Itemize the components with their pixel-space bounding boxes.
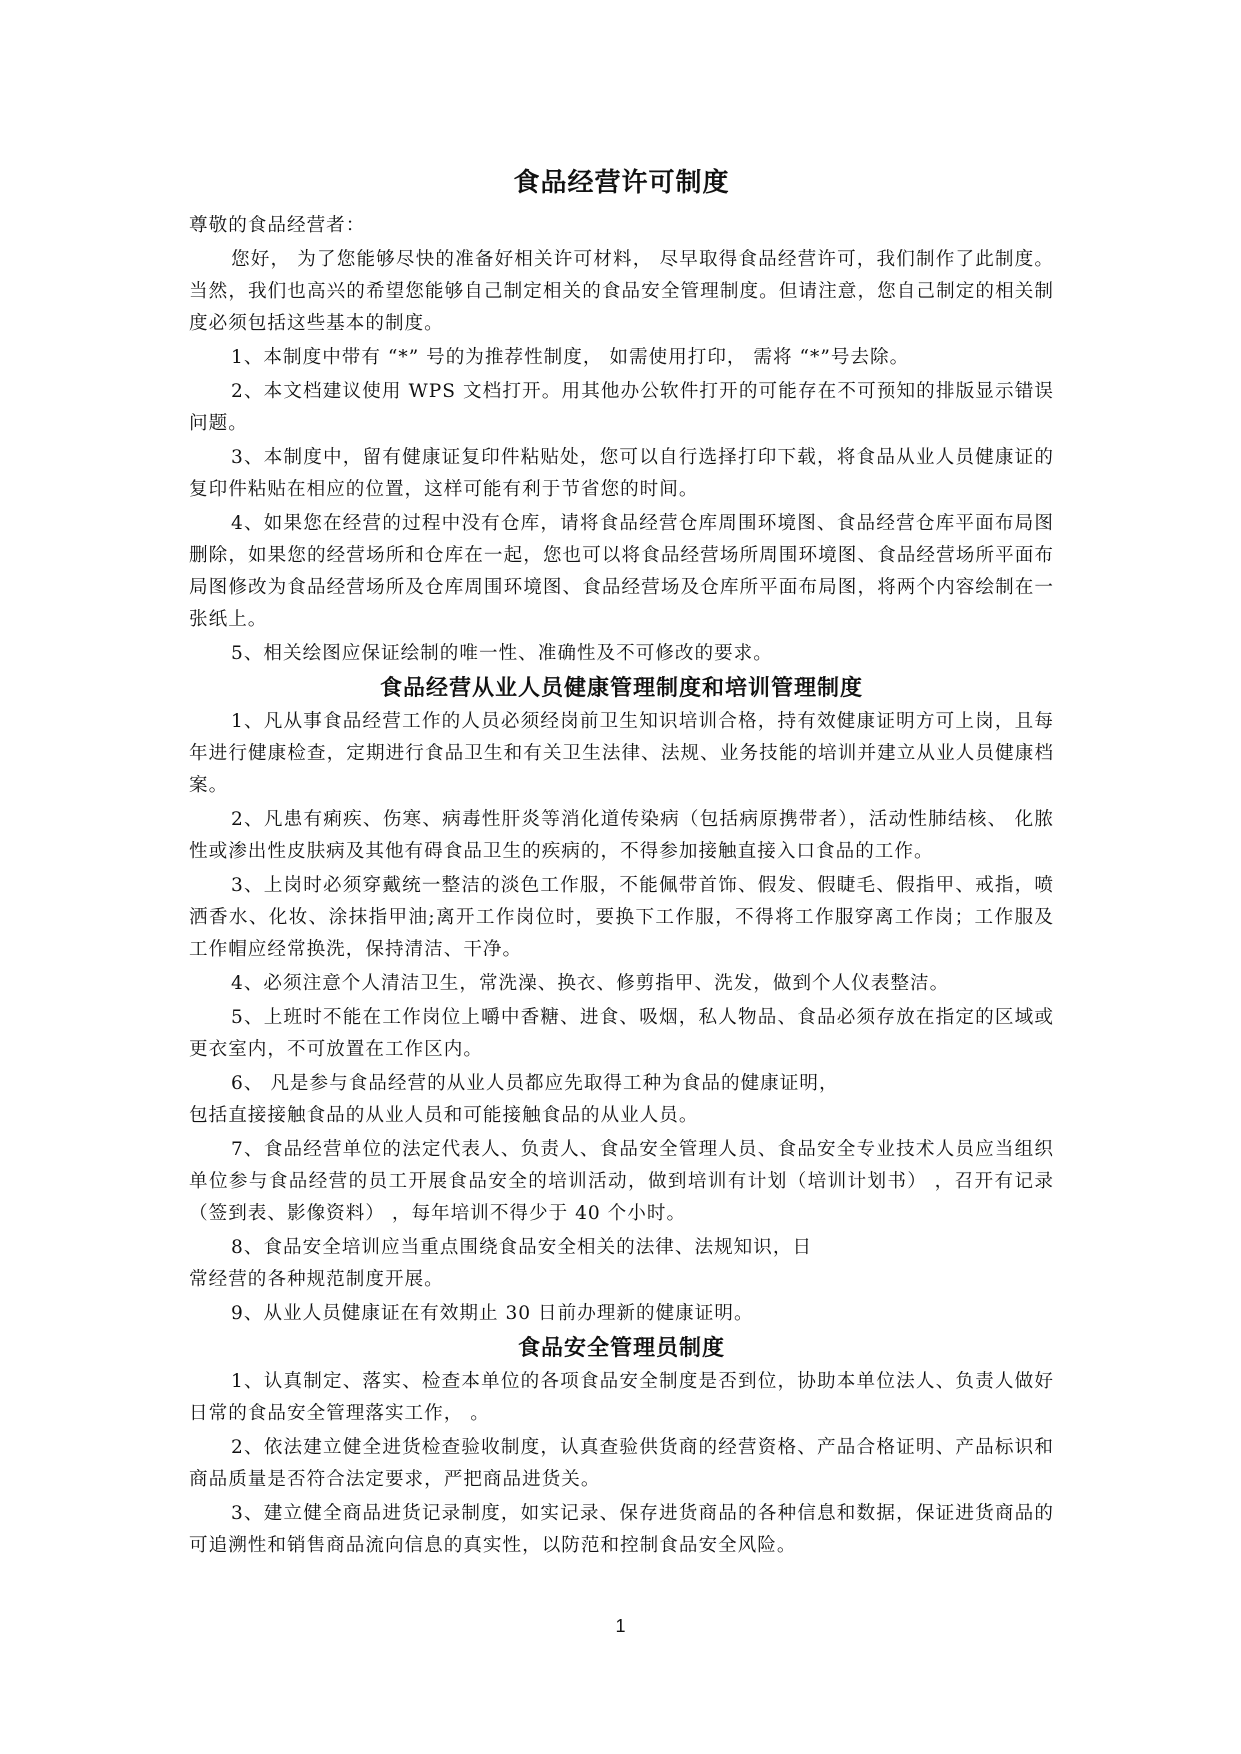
health-item-6-line-1: 6、 凡是参与食品经营的从业人员都应先取得工种为食品的健康证明，: [231, 1073, 839, 1094]
health-item-2: 2、凡患有痢疾、伤寒、病毒性肝炎等消化道传染病（包括病原携带者），活动性肺结核、 化脓性或渗出性皮肤病及其他有碍食品卫生的疾病的，不得参加接触直接入口食品的工作。: [189, 809, 1054, 862]
manager-item-1: 1、认真制定、落实、检查本单位的各项食品安全制度是否到位，协助本单位法人、负责人做好日常的食品安全管理落实工作， 。: [189, 1371, 1054, 1424]
health-item-4: 4、必须注意个人清洁卫生，常洗澡、换衣、修剪指甲、洗发，做到个人仪表整洁。: [231, 973, 950, 994]
health-item-8-line-2: 常经营的各种规范制度开展。: [189, 1269, 444, 1290]
health-item-6-line-2: 包括直接接触食品的从业人员和可能接触食品的从业人员。: [189, 1105, 699, 1126]
salutation: 尊敬的食品经营者：: [189, 215, 366, 236]
health-item-9: 9、从业人员健康证在有效期止 30 日前办理新的健康证明。: [231, 1303, 754, 1324]
health-item-5: 5、上班时不能在工作岗位上嚼中香糖、进食、吸烟，私人物品、食品必须存放在指定的区域或更衣室内，不可放置在工作区内。: [189, 1007, 1054, 1060]
health-item-1: 1、凡从事食品经营工作的人员必须经岗前卫生知识培训合格，持有效健康证明方可上岗，且每年进行健康检查，定期进行食品卫生和有关卫生法律、法规、业务技能的培训并建立从业人员健康档案。: [189, 711, 1054, 796]
manager-item-3: 3、建立健全商品进货记录制度，如实记录、保存进货商品的各种信息和数据，保证进货商品的可追溯性和销售商品流向信息的真实性，以防范和控制食品安全风险。: [189, 1503, 1054, 1556]
intro-paragraph: 您好， 为了您能够尽快的准备好相关许可材料， 尽早取得食品经营许可，我们制作了此制度。当然，我们也高兴的希望您能够自己制定相关的食品安全管理制度。但请注意，您自己制定的相关制度必须包括这些基本的制度。: [189, 249, 1054, 334]
intro-item-2: 2、本文档建议使用 WPS 文档打开。用其他办公软件打开的可能存在不可预知的排版显示错误问题。: [189, 381, 1054, 434]
page-number: 1: [615, 1616, 626, 1636]
section-heading-health-training: 食品经营从业人员健康管理制度和培训管理制度: [379, 676, 863, 701]
document-body: [189, 160, 1054, 1564]
health-item-3: 3、上岗时必须穿戴统一整洁的淡色工作服，不能佩带首饰、假发、假睫毛、假指甲、戒指，喷洒香水、化妆、涂抹指甲油;离开工作岗位时，要换下工作服，不得将工作服穿离工作岗；工作服及工作帽应经常换洗，保持清洁、干净。: [189, 875, 1054, 960]
intro-item-1: 1、本制度中带有 “*” 号的为推荐性制度， 如需使用打印， 需将 “*”号去除。: [231, 347, 910, 368]
intro-item-4: 4、如果您在经营的过程中没有仓库，请将食品经营仓库周围环境图、食品经营仓库平面布局图删除，如果您的经营场所和仓库在一起，您也可以将食品经营场所周围环境图、食品经营场所平面布局图修改为食品经营场所及仓库周围环境图、食品经营场及仓库所平面布局图，将两个内容绘制在一张纸上。: [189, 513, 1054, 630]
health-item-7: 7、食品经营单位的法定代表人、负责人、食品安全管理人员、食品安全专业技术人员应当组织单位参与食品经营的员工开展食品安全的培训活动，做到培训有计划（培训计划书） ，召开有记录（签到表、影像资料） ，每年培训不得少于 40 个小时。: [189, 1139, 1054, 1224]
health-item-8-line-1: 8、食品安全培训应当重点围绕食品安全相关的法律、法规知识，日: [231, 1237, 813, 1258]
document-title: 食品经营许可制度: [513, 168, 730, 198]
section-heading-safety-manager: 食品安全管理员制度: [517, 1336, 725, 1361]
manager-item-2: 2、依法建立健全进货检查验收制度，认真查验供货商的经营资格、产品合格证明、产品标识和商品质量是否符合法定要求，严把商品进货关。: [189, 1437, 1054, 1490]
intro-item-3: 3、本制度中，留有健康证复印件粘贴处，您可以自行选择打印下载，将食品从业人员健康证的复印件粘贴在相应的位置，这样可能有利于节省您的时间。: [189, 447, 1054, 500]
intro-item-5: 5、相关绘图应保证绘制的唯一性、准确性及不可修改的要求。: [231, 643, 773, 664]
